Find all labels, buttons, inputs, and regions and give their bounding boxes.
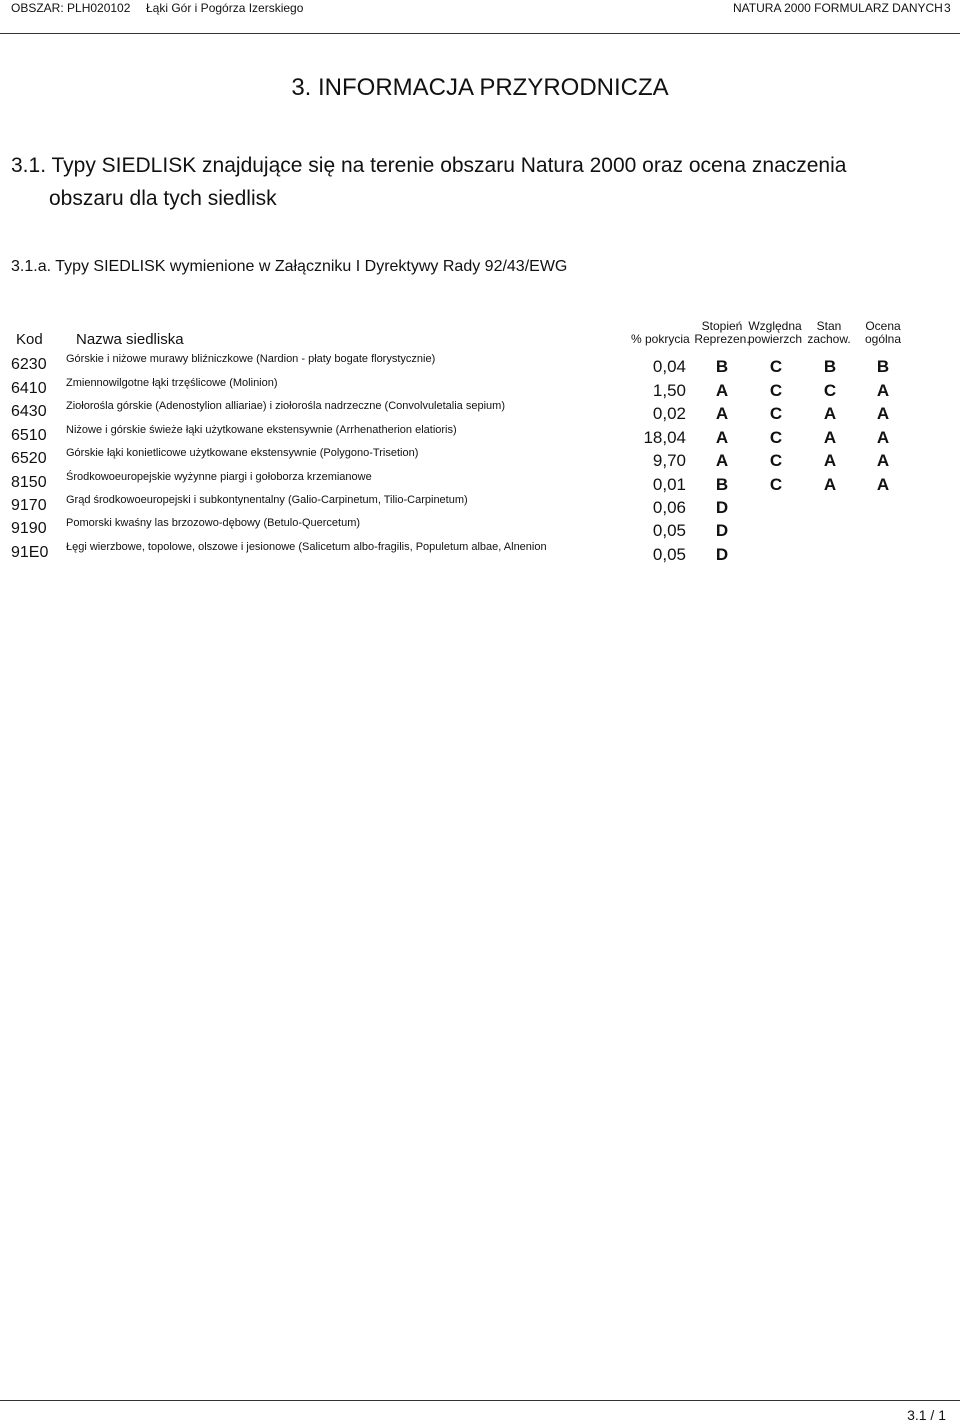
cell-kod: 91E0 — [11, 544, 49, 561]
cell-stan: A — [823, 428, 837, 447]
cell-ocena: B — [876, 357, 890, 376]
cell-stopien: D — [715, 545, 729, 564]
column-header-pokrycia: % pokrycia — [631, 332, 690, 346]
cell-wzgledna: C — [769, 357, 783, 376]
subsection-heading — [11, 149, 941, 215]
footer-page-number: 3.1 / 1 — [907, 1407, 946, 1423]
cell-ocena: A — [876, 451, 890, 470]
cell-stopien: A — [715, 451, 729, 470]
cell-kod: 6510 — [11, 427, 47, 444]
cell-stopien: B — [715, 357, 729, 376]
cell-stopien: D — [715, 521, 729, 540]
cell-wzgledna: C — [769, 451, 783, 470]
cell-wzgledna: C — [769, 475, 783, 494]
cell-ocena: A — [876, 381, 890, 400]
column-header-kod: Kod — [16, 331, 43, 348]
section-title: 3. INFORMACJA PRZYRODNICZA — [291, 74, 669, 101]
cell-stan: A — [823, 404, 837, 423]
table-row — [0, 516, 960, 539]
subsection-line-2: obszaru dla tych siedlisk — [49, 187, 277, 210]
cell-ocena: A — [876, 428, 890, 447]
column-header-stopien-line1: Stopień — [701, 319, 743, 333]
table-row — [0, 423, 960, 446]
cell-pokrycia: 0,04 — [652, 357, 686, 376]
cell-name: Ziołorośla górskie (Adenostylion alliariae) i ziołorośla nadrzeczne (Convolvuletalia sepium) — [66, 400, 505, 412]
cell-kod: 6230 — [11, 356, 47, 373]
header-site-name: Łąki Gór i Pogórza Izerskiego — [146, 1, 304, 15]
cell-pokrycia: 9,70 — [652, 451, 686, 470]
cell-pokrycia: 0,01 — [652, 475, 686, 494]
cell-wzgledna: C — [769, 381, 783, 400]
column-header-stan-line1: Stan — [816, 319, 842, 333]
cell-stan: B — [823, 357, 837, 376]
column-header-ocena-line1: Ocena — [865, 319, 901, 333]
column-header-stan — [805, 320, 853, 346]
column-header-stopien-line2: Reprezen. — [694, 332, 750, 346]
header-site-code: OBSZAR: PLH020102 — [11, 1, 131, 15]
cell-pokrycia: 0,02 — [652, 404, 686, 423]
cell-name: Pomorski kwaśny las brzozowo-dębowy (Betulo-Quercetum) — [66, 517, 361, 529]
table-row — [0, 399, 960, 422]
cell-stopien: A — [715, 428, 729, 447]
cell-kod: 6520 — [11, 450, 47, 467]
table-row — [0, 540, 960, 563]
cell-name: Górskie i niżowe murawy bliźniczkowe (Nardion - płaty bogate florystycznie) — [66, 353, 436, 365]
table-row — [0, 493, 960, 516]
footer-divider — [0, 1400, 960, 1401]
table-row — [0, 352, 960, 375]
cell-name: Niżowe i górskie świeże łąki użytkowane ekstensywnie (Arrhenatherion elatioris) — [66, 424, 457, 436]
column-header-stopien — [694, 320, 750, 346]
cell-stopien: A — [715, 381, 729, 400]
column-header-name: Nazwa siedliska — [76, 331, 184, 348]
column-header-wzgledna-line2: powierzch — [747, 332, 803, 346]
cell-name: Łęgi wierzbowe, topolowe, olszowe i jesionowe (Salicetum albo-fragilis, Populetum albae, Alnenion — [66, 541, 547, 553]
page-header — [0, 0, 960, 34]
cell-stan: C — [823, 381, 837, 400]
cell-wzgledna: C — [769, 428, 783, 447]
cell-name: Grąd środkowoeuropejski i subkontynentalny (Galio-Carpinetum, Tilio-Carpinetum) — [66, 494, 468, 506]
cell-ocena: A — [876, 475, 890, 494]
table-row — [0, 470, 960, 493]
cell-kod: 9170 — [11, 497, 47, 514]
column-header-stan-line2: zachow. — [807, 332, 851, 346]
cell-pokrycia: 0,05 — [652, 545, 686, 564]
cell-pokrycia: 0,05 — [652, 521, 686, 540]
table-row — [0, 376, 960, 399]
cell-name: Zmiennowilgotne łąki trzęślicowe (Molinion) — [66, 377, 278, 389]
cell-kod: 8150 — [11, 474, 47, 491]
cell-pokrycia: 0,06 — [652, 498, 686, 517]
cell-name: Środkowoeuropejskie wyżynne piargi i gołoborza krzemianowe — [66, 471, 372, 483]
cell-pokrycia: 1,50 — [652, 381, 686, 400]
header-form-title: NATURA 2000 FORMULARZ DANYCH — [733, 1, 943, 15]
cell-pokrycia: 18,04 — [643, 428, 686, 447]
cell-stopien: D — [715, 498, 729, 517]
cell-stan: A — [823, 475, 837, 494]
cell-name: Górskie łąki konietlicowe użytkowane ekstensywnie (Polygono-Trisetion) — [66, 447, 419, 459]
cell-ocena: A — [876, 404, 890, 423]
subsection-line-1: 3.1. Typy SIEDLISK znajdujące się na terenie obszaru Natura 2000 oraz ocena znaczenia — [11, 154, 847, 177]
subsubsection-heading: 3.1.a. Typy SIEDLISK wymienione w Załączniku I Dyrektywy Rady 92/43/EWG — [11, 258, 568, 275]
cell-kod: 9190 — [11, 520, 47, 537]
table-row — [0, 446, 960, 469]
column-header-wzgledna-line1: Względna — [748, 319, 802, 333]
cell-wzgledna: C — [769, 404, 783, 423]
cell-stopien: A — [715, 404, 729, 423]
column-header-wzgledna — [745, 320, 805, 346]
cell-kod: 6430 — [11, 403, 47, 420]
cell-stopien: B — [715, 475, 729, 494]
cell-kod: 6410 — [11, 380, 47, 397]
column-header-ocena-line2: ogólna — [864, 332, 902, 346]
column-header-ocena — [857, 320, 909, 346]
cell-stan: A — [823, 451, 837, 470]
header-page-number: 3 — [944, 1, 951, 15]
